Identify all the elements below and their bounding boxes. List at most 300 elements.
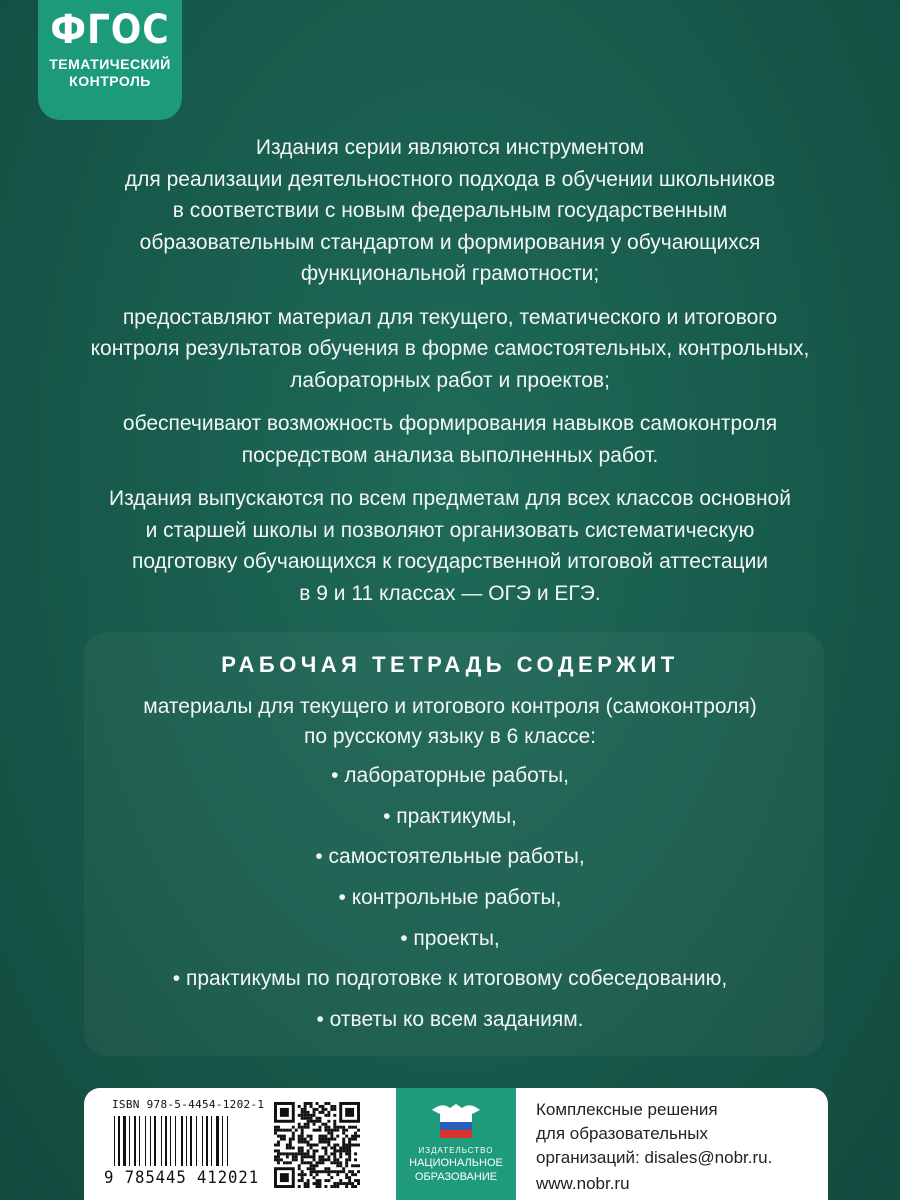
qr-cell	[345, 1158, 348, 1161]
qr-cell	[316, 1164, 319, 1167]
qr-cell	[333, 1138, 336, 1141]
qr-cell	[333, 1161, 336, 1164]
barcode-bar	[165, 1116, 167, 1166]
qr-cell	[339, 1126, 342, 1129]
intro-paragraph-2	[60, 302, 840, 397]
qr-cell	[316, 1170, 319, 1173]
qr-cell	[295, 1152, 298, 1155]
qr-cell	[292, 1132, 295, 1135]
qr-cell	[339, 1182, 342, 1185]
qr-cell	[298, 1141, 301, 1144]
qr-cell	[336, 1161, 339, 1164]
qr-cell	[354, 1138, 357, 1141]
qr-cell	[318, 1155, 321, 1158]
qr-cell	[280, 1158, 283, 1161]
qr-cell	[327, 1129, 330, 1132]
qr-cell	[301, 1114, 304, 1117]
qr-cell	[298, 1126, 301, 1129]
qr-cell	[336, 1170, 339, 1173]
contact-line3: организаций: disales@nobr.ru.	[536, 1148, 773, 1167]
qr-cell	[321, 1146, 324, 1149]
qr-cell	[357, 1144, 360, 1147]
qr-cell	[348, 1149, 351, 1152]
qr-cell	[339, 1155, 342, 1158]
qr-cell	[348, 1126, 351, 1129]
qr-cell	[339, 1179, 342, 1182]
publisher-name	[396, 1156, 516, 1184]
barcode-bar	[129, 1116, 130, 1166]
qr-cell	[342, 1167, 345, 1170]
qr-cell	[307, 1167, 310, 1170]
qr-cell	[342, 1138, 345, 1141]
qr-cell	[321, 1141, 324, 1144]
qr-cell	[327, 1167, 330, 1170]
qr-cell	[348, 1146, 351, 1149]
qr-cell	[310, 1105, 313, 1108]
qr-cell	[301, 1126, 304, 1129]
qr-cell	[324, 1108, 327, 1111]
qr-cell	[298, 1105, 301, 1108]
qr-cell	[354, 1132, 357, 1135]
barcode-bar	[123, 1116, 126, 1166]
qr-cell	[316, 1173, 319, 1176]
qr-cell	[307, 1120, 310, 1123]
qr-cell	[307, 1179, 310, 1182]
qr-cell	[298, 1164, 301, 1167]
qr-cell	[354, 1152, 357, 1155]
intro-line: Издания серии являются инструментом	[255, 136, 645, 159]
qr-cell	[348, 1138, 351, 1141]
qr-cell	[348, 1182, 351, 1185]
barcode-bar	[211, 1116, 212, 1166]
qr-cell	[280, 1152, 283, 1155]
qr-cell	[336, 1173, 339, 1176]
qr-cell	[313, 1182, 316, 1185]
qr-cell	[318, 1141, 321, 1144]
badge-subtitle-line2: КОНТРОЛЬ	[69, 73, 151, 89]
qr-cell	[348, 1170, 351, 1173]
qr-cell	[286, 1144, 289, 1147]
qr-cell	[333, 1105, 336, 1108]
qr-cell	[301, 1179, 304, 1182]
qr-cell	[333, 1170, 336, 1173]
qr-cell	[345, 1129, 348, 1132]
qr-cell	[330, 1105, 333, 1108]
qr-cell	[313, 1114, 316, 1117]
qr-cell	[307, 1123, 310, 1126]
qr-cell	[310, 1170, 313, 1173]
qr-cell	[313, 1155, 316, 1158]
qr-cell	[348, 1158, 351, 1161]
qr-cell	[310, 1161, 313, 1164]
qr-cell	[310, 1144, 313, 1147]
list-item: • практикумы по подготовке к итоговому собеседованию,	[172, 967, 728, 991]
qr-cell	[295, 1158, 298, 1161]
qr-cell	[304, 1161, 307, 1164]
qr-cell	[307, 1102, 310, 1105]
qr-cell	[313, 1164, 316, 1167]
qr-cell	[304, 1185, 307, 1188]
qr-cell	[307, 1117, 310, 1120]
barcode-bar	[175, 1116, 176, 1166]
qr-cell	[318, 1135, 321, 1138]
qr-cell	[342, 1132, 345, 1135]
qr-cell	[339, 1146, 342, 1149]
intro-line: в 9 и 11 классах — ОГЭ и ЕГЭ.	[299, 581, 601, 605]
qr-cell	[327, 1144, 330, 1147]
qr-cell	[310, 1167, 313, 1170]
qr-cell	[301, 1108, 304, 1111]
qr-cell	[354, 1164, 357, 1167]
qr-cell	[333, 1182, 336, 1185]
publisher-name-line1: НАЦИОНАЛЬНОЕ	[409, 1157, 503, 1169]
qr-cell	[351, 1164, 354, 1167]
intro-paragraph-3	[60, 408, 840, 471]
qr-cell	[298, 1138, 301, 1141]
qr-cell	[321, 1123, 324, 1126]
qr-cell	[318, 1117, 321, 1120]
qr-cell	[316, 1161, 319, 1164]
qr-cell	[274, 1126, 277, 1129]
intro-paragraph-4	[60, 483, 840, 609]
qr-cell	[321, 1135, 324, 1138]
qr-cell	[333, 1129, 336, 1132]
qr-cell	[333, 1155, 336, 1158]
qr-cell	[318, 1170, 321, 1173]
qr-cell	[354, 1158, 357, 1161]
qr-cell	[307, 1185, 310, 1188]
qr-cell	[301, 1155, 304, 1158]
qr-cell	[336, 1185, 339, 1188]
qr-cell	[277, 1126, 280, 1129]
qr-cell	[313, 1170, 316, 1173]
qr-cell	[307, 1182, 310, 1185]
qr-cell	[313, 1176, 316, 1179]
barcode-bar	[154, 1116, 156, 1166]
barcode-bar	[186, 1116, 187, 1166]
qr-cell	[307, 1111, 310, 1114]
qr-cell	[336, 1164, 339, 1167]
qr-cell	[333, 1158, 336, 1161]
barcode-block	[84, 1088, 274, 1200]
qr-cell	[301, 1135, 304, 1138]
qr-cell	[345, 1182, 348, 1185]
qr-cell	[289, 1144, 292, 1147]
qr-cell	[318, 1111, 321, 1114]
qr-cell	[339, 1164, 342, 1167]
qr-cell	[277, 1135, 280, 1138]
qr-cell	[324, 1149, 327, 1152]
badge-title: ФГОС	[50, 7, 170, 53]
qr-cell	[292, 1146, 295, 1149]
qr-cell	[357, 1170, 360, 1173]
qr-cell	[357, 1182, 360, 1185]
qr-cell	[333, 1149, 336, 1152]
intro-line: образовательным стандартом и формирования у обучающихся	[139, 230, 761, 254]
qr-cell	[313, 1120, 316, 1123]
qr-cell	[333, 1123, 336, 1126]
publisher-logo	[396, 1088, 516, 1200]
qr-cell	[301, 1158, 304, 1161]
qr-cell	[283, 1138, 286, 1141]
qr-cell	[292, 1158, 295, 1161]
qr-cell	[298, 1123, 301, 1126]
qr-cell	[307, 1114, 310, 1117]
qr-cell	[313, 1167, 316, 1170]
qr-cell	[333, 1152, 336, 1155]
intro-line: предоставляют материал для текущего, тематического и итогового	[122, 305, 778, 329]
qr-cell	[307, 1152, 310, 1155]
qr-cell	[345, 1185, 348, 1188]
qr-cell	[289, 1146, 292, 1149]
qr-cell	[280, 1138, 283, 1141]
qr-cell	[333, 1126, 336, 1129]
qr-cell	[327, 1114, 330, 1117]
qr-cell	[354, 1126, 357, 1129]
barcode-bar	[150, 1116, 151, 1166]
qr-cell	[310, 1102, 313, 1105]
website-link[interactable]: www.nobr.ru	[536, 1174, 630, 1193]
qr-cell	[324, 1152, 327, 1155]
list-item: • контрольные работы,	[338, 886, 562, 910]
qr-cell	[286, 1129, 289, 1132]
qr-cell	[307, 1144, 310, 1147]
qr-cell	[301, 1132, 304, 1135]
footer-bar	[84, 1088, 828, 1200]
qr-cell	[339, 1149, 342, 1152]
qr-cell	[357, 1135, 360, 1138]
qr-cell	[321, 1161, 324, 1164]
qr-cell	[277, 1144, 280, 1147]
qr-cell	[351, 1170, 354, 1173]
barcode-bar	[134, 1116, 136, 1166]
barcode-bar	[170, 1116, 171, 1166]
intro-line: Издания выпускаются по всем предметам для всех классов основной	[109, 487, 791, 510]
qr-cell	[345, 1173, 348, 1176]
qr-cell	[330, 1138, 333, 1141]
qr-cell	[324, 1126, 327, 1129]
qr-cell	[327, 1138, 330, 1141]
qr-cell	[313, 1111, 316, 1114]
contact-line2: для образовательных	[536, 1124, 709, 1143]
qr-cell	[277, 1129, 280, 1132]
barcode-bar	[161, 1116, 162, 1166]
qr-cell	[316, 1117, 319, 1120]
qr-cell	[301, 1111, 304, 1114]
qr-cell	[304, 1105, 307, 1108]
publisher-name-line2: ОБРАЗОВАНИЕ	[414, 1171, 498, 1183]
qr-cell	[324, 1114, 327, 1117]
contents-list	[60, 763, 840, 1048]
qr-cell	[348, 1144, 351, 1147]
qr-cell	[304, 1152, 307, 1155]
qr-cell	[333, 1114, 336, 1117]
qr-cell	[298, 1185, 301, 1188]
qr-cell	[324, 1185, 327, 1188]
qr-cell	[283, 1135, 286, 1138]
qr-cell	[301, 1138, 304, 1141]
qr-cell	[324, 1129, 327, 1132]
qr-cell	[342, 1126, 345, 1129]
qr-cell	[304, 1111, 307, 1114]
qr-cell	[348, 1152, 351, 1155]
qr-cell	[348, 1155, 351, 1158]
qr-cell	[330, 1161, 333, 1164]
list-item: • практикумы,	[383, 804, 517, 828]
qr-cell	[298, 1167, 301, 1170]
qr-cell	[277, 1141, 280, 1144]
intro-line: обеспечивают возможность формирования навыков самоконтроля	[122, 412, 778, 435]
qr-cell	[330, 1108, 333, 1111]
qr-cell	[348, 1179, 351, 1182]
qr-cell	[295, 1155, 298, 1158]
qr-cell	[301, 1129, 304, 1132]
qr-cell	[277, 1161, 280, 1164]
qr-cell	[342, 1149, 345, 1152]
barcode-bar	[206, 1116, 208, 1166]
qr-cell	[310, 1173, 313, 1176]
qr-cell	[339, 1161, 342, 1164]
qr-cell	[327, 1132, 330, 1135]
qr-cell	[327, 1120, 330, 1123]
barcode-bar	[216, 1116, 219, 1166]
qr-cell	[345, 1152, 348, 1155]
qr-cell	[313, 1144, 316, 1147]
qr-cell	[354, 1144, 357, 1147]
qr-cell	[339, 1170, 342, 1173]
qr-cell	[342, 1141, 345, 1144]
qr-cell	[301, 1170, 304, 1173]
barcode-bar	[202, 1116, 203, 1166]
qr-cell	[345, 1146, 348, 1149]
qr-cell	[354, 1179, 357, 1182]
qr-cell	[310, 1120, 313, 1123]
qr-cell	[283, 1152, 286, 1155]
qr-cell	[345, 1135, 348, 1138]
qr-cell	[313, 1149, 316, 1152]
qr-cell	[304, 1117, 307, 1120]
qr-cell	[304, 1173, 307, 1176]
intro-line: посредством анализа выполненных работ.	[241, 443, 659, 467]
qr-cell	[280, 1129, 283, 1132]
qr-cell	[327, 1155, 330, 1158]
qr-cell	[318, 1129, 321, 1132]
qr-cell	[354, 1173, 357, 1176]
list-item: • ответы ко всем заданиям.	[316, 1008, 584, 1032]
qr-cell	[292, 1152, 295, 1155]
qr-cell	[274, 1144, 277, 1147]
qr-cell	[292, 1126, 295, 1129]
badge-subtitle	[38, 56, 182, 90]
list-item: • проекты,	[400, 926, 500, 950]
qr-cell	[318, 1179, 321, 1182]
list-item: • лабораторные работы,	[331, 764, 569, 787]
qr-cell	[274, 1129, 277, 1132]
qr-cell	[330, 1176, 333, 1179]
qr-cell	[318, 1185, 321, 1188]
qr-cell	[301, 1117, 304, 1120]
qr-cell	[277, 1158, 280, 1161]
qr-cell	[351, 1173, 354, 1176]
qr-cell	[327, 1141, 330, 1144]
qr-cell	[330, 1135, 333, 1138]
qr-cell	[345, 1144, 348, 1147]
contents-lead-line1: материалы для текущего и итогового контроля (самоконтроля)	[143, 695, 757, 718]
barcode-graphic	[112, 1116, 262, 1168]
qr-cell	[342, 1129, 345, 1132]
qr-cell	[298, 1149, 301, 1152]
qr-cell	[324, 1102, 327, 1105]
qr-cell	[318, 1120, 321, 1123]
qr-cell	[336, 1158, 339, 1161]
qr-cell	[324, 1141, 327, 1144]
qr-cell	[310, 1135, 313, 1138]
badge-subtitle-line1: ТЕМАТИЧЕСКИЙ	[49, 56, 171, 72]
qr-cell	[304, 1155, 307, 1158]
qr-cell	[304, 1114, 307, 1117]
qr-cell	[351, 1126, 354, 1129]
qr-cell	[283, 1161, 286, 1164]
qr-cell	[298, 1135, 301, 1138]
contents-heading: РАБОЧАЯ ТЕТРАДЬ СОДЕРЖИТ	[221, 652, 679, 677]
qr-cell	[301, 1152, 304, 1155]
qr-cell	[327, 1158, 330, 1161]
intro-line: функциональной грамотности;	[300, 262, 600, 285]
qr-cell	[301, 1176, 304, 1179]
qr-cell	[321, 1170, 324, 1173]
qr-cell	[274, 1149, 277, 1152]
qr-cell	[277, 1155, 280, 1158]
qr-cell	[324, 1170, 327, 1173]
qr-cell	[351, 1185, 354, 1188]
qr-cell	[318, 1126, 321, 1129]
qr-cell	[339, 1152, 342, 1155]
qr-cell	[324, 1135, 327, 1138]
qr-cell	[327, 1173, 330, 1176]
qr-cell	[321, 1105, 324, 1108]
qr-cell	[336, 1144, 339, 1147]
qr-cell	[289, 1141, 292, 1144]
intro-text	[60, 132, 840, 621]
qr-cell	[318, 1161, 321, 1164]
qr-cell	[286, 1161, 289, 1164]
qr-cell	[289, 1161, 292, 1164]
qr-cell	[289, 1152, 292, 1155]
qr-cell	[283, 1129, 286, 1132]
qr-cell	[354, 1135, 357, 1138]
qr-cell	[324, 1123, 327, 1126]
barcode-bar	[222, 1116, 223, 1166]
qr-cell	[324, 1146, 327, 1149]
qr-cell	[354, 1185, 357, 1188]
qr-cell	[286, 1146, 289, 1149]
qr-cell	[342, 1146, 345, 1149]
qr-cell	[324, 1167, 327, 1170]
qr-cell	[310, 1117, 313, 1120]
qr-cell	[324, 1138, 327, 1141]
qr-cell	[357, 1164, 360, 1167]
qr-cell	[318, 1138, 321, 1141]
qr-cell	[286, 1152, 289, 1155]
qr-cell	[304, 1108, 307, 1111]
qr-cell	[313, 1129, 316, 1132]
qr-cell	[313, 1108, 316, 1111]
qr-cell	[333, 1144, 336, 1147]
qr-cell	[336, 1135, 339, 1138]
qr-cell	[333, 1185, 336, 1188]
qr-cell	[327, 1170, 330, 1173]
qr-cell	[286, 1155, 289, 1158]
